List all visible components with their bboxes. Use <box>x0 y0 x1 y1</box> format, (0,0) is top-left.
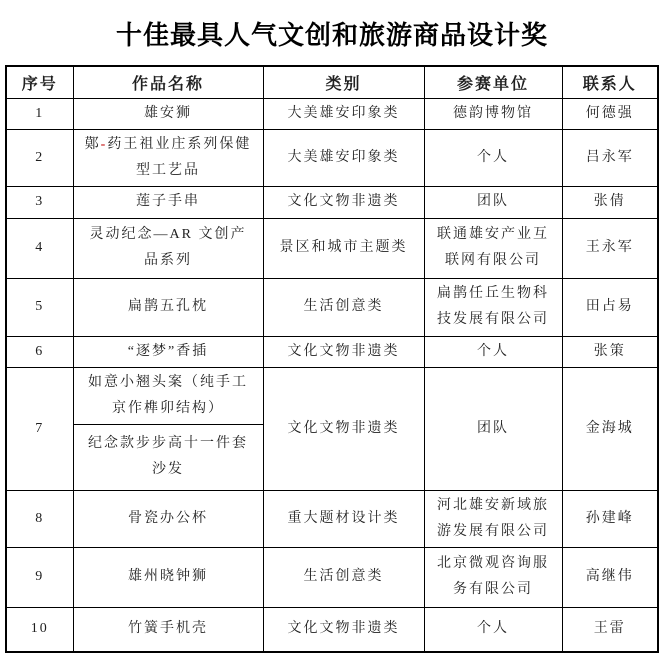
cell-category: 重大题材设计类 <box>263 490 424 547</box>
cell-contact: 张倩 <box>562 186 658 218</box>
cell-category: 大美雄安印象类 <box>263 98 424 129</box>
table-row <box>6 607 658 652</box>
cell-name: “逐梦”香插 <box>73 336 263 367</box>
cell-unit: 联通雄安产业互联网有限公司 <box>424 218 562 278</box>
cell-no: 10 <box>6 607 73 652</box>
cell-name: 竹簧手机壳 <box>73 607 263 652</box>
cell-no: 3 <box>6 186 73 218</box>
cell-name-part: 纪念款步步高十一件套沙发 <box>74 424 263 489</box>
table-row <box>6 218 658 278</box>
cell-unit: 团队 <box>424 186 562 218</box>
cell-name <box>73 129 263 186</box>
cell-no: 9 <box>6 547 73 607</box>
cell-contact: 王永军 <box>562 218 658 278</box>
cell-name: 灵动纪念—AR 文创产品系列 <box>73 218 263 278</box>
cell-category: 文化文物非遗类 <box>263 336 424 367</box>
cell-category: 生活创意类 <box>263 547 424 607</box>
table-row <box>6 186 658 218</box>
cell-category: 文化文物非遗类 <box>263 607 424 652</box>
cell-no: 7 <box>6 367 73 490</box>
cell-name: 雄州晓钟狮 <box>73 547 263 607</box>
name-text: 鄚 <box>84 136 101 152</box>
cell-no: 6 <box>6 336 73 367</box>
table-row <box>6 98 658 129</box>
cell-name-part: 如意小翘头案（纯手工京作榫卯结构） <box>88 375 248 416</box>
cell-unit: 个人 <box>424 607 562 652</box>
awards-table <box>5 65 659 653</box>
cell-category: 生活创意类 <box>263 278 424 336</box>
cell-unit: 北京微观咨询服务有限公司 <box>424 547 562 607</box>
col-header-name: 作品名称 <box>73 66 263 98</box>
table-row <box>6 547 658 607</box>
cell-no: 8 <box>6 490 73 547</box>
cell-contact: 田占易 <box>562 278 658 336</box>
red-hyphen: - <box>100 136 108 152</box>
cell-unit: 德韵博物馆 <box>424 98 562 129</box>
table-row <box>6 490 658 547</box>
cell-category: 文化文物非遗类 <box>263 367 424 490</box>
col-header-contact: 联系人 <box>562 66 658 98</box>
table-row <box>6 336 658 367</box>
cell-category: 大美雄安印象类 <box>263 129 424 186</box>
cell-contact: 王雷 <box>562 607 658 652</box>
cell-contact: 金海城 <box>562 367 658 490</box>
table-body <box>6 98 658 652</box>
col-header-category: 类别 <box>263 66 424 98</box>
cell-contact: 高继伟 <box>562 547 658 607</box>
cell-no: 1 <box>6 98 73 129</box>
name-text: 药王祖业庄系列保健型工艺品 <box>107 136 252 178</box>
cell-category: 景区和城市主题类 <box>263 218 424 278</box>
cell-no: 4 <box>6 218 73 278</box>
cell-unit: 河北雄安新域旅游发展有限公司 <box>424 490 562 547</box>
cell-unit: 扁鹊任丘生物科技发展有限公司 <box>424 278 562 336</box>
cell-unit: 个人 <box>424 129 562 186</box>
cell-contact: 何德强 <box>562 98 658 129</box>
page-title: 十佳最具人气文创和旅游商品设计奖 <box>115 21 548 50</box>
cell-name <box>73 367 263 490</box>
cell-unit: 个人 <box>424 336 562 367</box>
cell-name: 扁鹊五孔枕 <box>73 278 263 336</box>
cell-contact: 孙建峰 <box>562 490 658 547</box>
table-row <box>6 367 658 490</box>
cell-no: 2 <box>6 129 73 186</box>
cell-name: 雄安狮 <box>73 98 263 129</box>
cell-category: 文化文物非遗类 <box>263 186 424 218</box>
cell-no: 5 <box>6 278 73 336</box>
cell-name: 骨瓷办公杯 <box>73 490 263 547</box>
cell-contact: 吕永军 <box>562 129 658 186</box>
table-row <box>6 129 658 186</box>
cell-contact: 张策 <box>562 336 658 367</box>
header-row <box>6 66 658 98</box>
cell-name: 莲子手串 <box>73 186 263 218</box>
table-row <box>6 278 658 336</box>
col-header-unit: 参赛单位 <box>424 66 562 98</box>
col-header-no: 序号 <box>6 66 73 98</box>
cell-unit: 团队 <box>424 367 562 490</box>
